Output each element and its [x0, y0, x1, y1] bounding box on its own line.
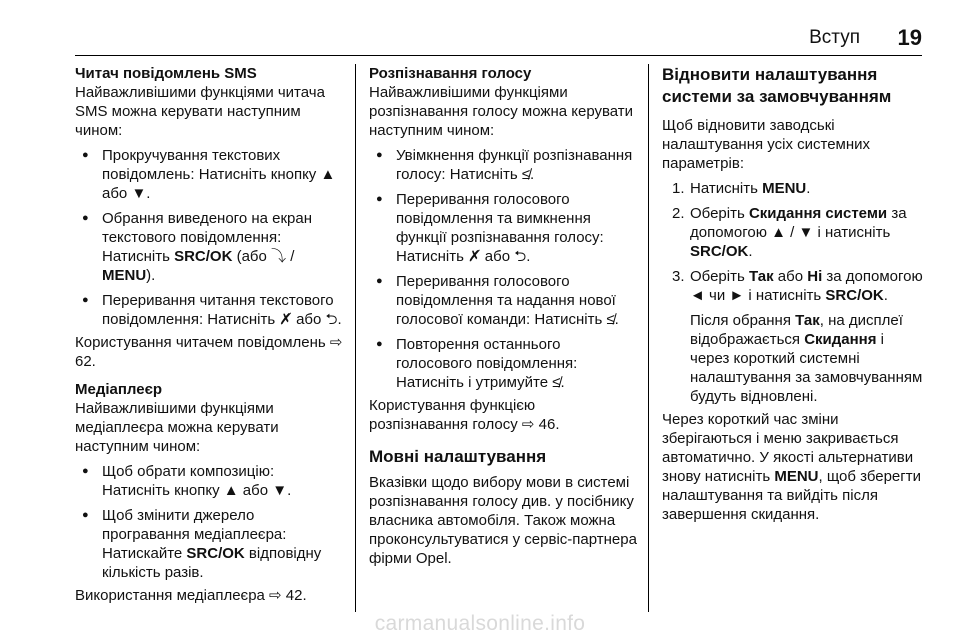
key-label: Скидання системи: [748, 205, 888, 222]
text: Оберіть: [690, 205, 749, 222]
text: (або ⤵ /: [232, 248, 295, 265]
list-item: [662, 204, 924, 261]
key-label: SRC/OK: [174, 248, 233, 265]
list-item: [662, 179, 924, 198]
paragraph: Найважливішими функціями читача SMS можна керувати наступним чином:: [75, 84, 325, 139]
page-header: [0, 0, 960, 52]
key-label: MENU: [774, 468, 819, 485]
text: .: [806, 180, 811, 197]
column-1: [75, 64, 343, 605]
column-3: [662, 64, 924, 524]
key-label: Ні: [807, 268, 823, 285]
key-label: SRC/OK: [186, 545, 245, 562]
column-divider: [355, 64, 356, 612]
cross-reference: Користування читачем повідомлень ⇨ 62.: [75, 334, 343, 370]
list-item: [75, 209, 343, 285]
text: Натисніть: [690, 180, 763, 197]
column-divider: [648, 64, 649, 612]
list-item: ● Щоб обрати композицію: Натисніть кнопку ▲ або ▼.: [75, 462, 343, 500]
list-item: ● Переривання голосового повідомлення та надання нової голосової команди: Натисніть ≰.: [369, 272, 637, 329]
section-heading-sms: Читач повідомлень SMS: [75, 65, 257, 82]
section-heading-voice: Розпізнавання голосу: [369, 65, 532, 82]
text: Обрання виведеного на екран текстового повідомлення: Натисніть: [102, 210, 312, 265]
step-note: [690, 311, 924, 406]
page-title: Вступ: [809, 27, 860, 48]
numbered-list: [662, 179, 924, 406]
section-heading-media: Медіаплеєр: [75, 381, 163, 398]
text: за допомогою ▲ / ▼ і натисніть: [690, 205, 907, 241]
step-number: 2.: [672, 205, 685, 222]
list-item: ● Увімкнення функції розпізнавання голосу: Натисніть ≰.: [369, 146, 637, 184]
text: або: [773, 268, 808, 285]
paragraph: Щоб відновити заводські налаштування усіх системних параметрів:: [662, 117, 871, 172]
step-number: 1.: [672, 180, 685, 197]
step-number: 3.: [672, 268, 685, 285]
section-heading-reset: Відновити налаштування системи за замовчуванням: [662, 65, 892, 106]
list-item: ● Прокручування текстових повідомлень: Натисніть кнопку ▲ або ▼.: [75, 146, 343, 203]
bullet-list: [369, 146, 637, 392]
key-label: Так: [795, 312, 820, 329]
header-rule: [75, 55, 922, 56]
text: відповідну кількість разів.: [102, 545, 322, 581]
column-2: [369, 64, 637, 568]
list-item: [662, 267, 924, 406]
bullet-list: [75, 146, 343, 329]
list-item: ● Повторення останнього голосового повідомлення: Натисніть і утримуйте ≰.: [369, 335, 637, 392]
text: , щоб зберегти налаштування та вийдіть після завершення скидання.: [662, 468, 921, 523]
text: і через короткий системні налаштування за замовчуванням будуть відновлені.: [690, 331, 923, 405]
watermark: carmanualsonline.info: [374, 612, 586, 635]
paragraph: [662, 410, 924, 524]
key-label: SRC/OK: [825, 287, 884, 304]
key-label: Скидання: [804, 331, 877, 348]
page-number: 19: [897, 25, 922, 50]
list-item: ● Переривання читання текстового повідомлення: Натисніть ✗̸ або ⮌.: [75, 291, 343, 329]
cross-reference: Користування функцією розпізнавання голосу ⇨ 46.: [369, 397, 560, 433]
key-label: SRC/OK: [690, 243, 749, 260]
key-label: MENU: [102, 267, 147, 284]
paragraph: Найважливішими функціями розпізнавання голосу можна керувати наступним чином:: [369, 84, 634, 139]
text: Щоб змінити джерело програвання медіаплеєра: Натискайте: [102, 507, 287, 562]
paragraph: Найважливішими функціями медіаплеєра можна керувати наступним чином:: [75, 400, 279, 455]
text: ).: [146, 267, 156, 284]
list-item: ● Переривання голосового повідомлення та вимкнення функції розпізнавання голосу: Натисніть ✗̸ або ⮌.: [369, 190, 637, 266]
text: Після обрання: [690, 312, 796, 329]
section-heading-language: Мовні налаштування: [369, 447, 547, 466]
text: , на дисплеї відображається: [690, 312, 903, 348]
paragraph: Вказівки щодо вибору мови в системі розпізнавання голосу див. у посібнику власника автомобіля. Також можна проконсультуватися у сервіс-партнера фірми Opel.: [369, 474, 637, 567]
text: Оберіть: [690, 268, 749, 285]
key-label: MENU: [762, 180, 807, 197]
key-label: Так: [748, 268, 774, 285]
text: .: [748, 243, 753, 260]
bullet-list: [75, 462, 343, 582]
text: Через короткий час зміни зберігаються і меню закривається автоматично. У якості альтернативи знову натисніть: [662, 411, 914, 485]
list-item: [75, 506, 343, 582]
cross-reference: Використання медіаплеєра ⇨ 42.: [75, 587, 307, 604]
text: за допомогою ◄ чи ► і натисніть: [690, 268, 923, 304]
text: .: [883, 287, 888, 304]
